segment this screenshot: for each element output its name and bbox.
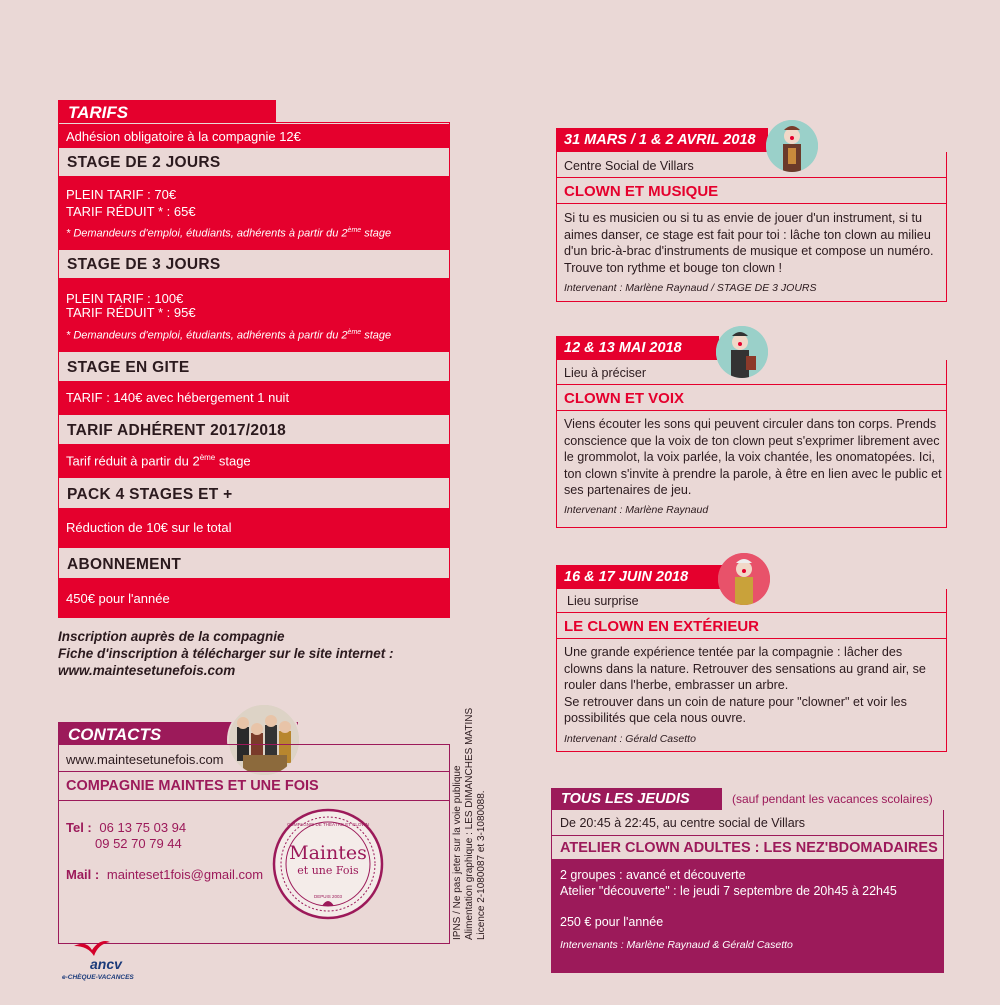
event-date: 31 MARS / 1 & 2 AVRIL 2018: [564, 132, 756, 148]
contacts-divider: [58, 771, 450, 772]
company-name: COMPAGNIE MAINTES ET UNE FOIS: [66, 778, 319, 794]
logo-title: Maintes: [289, 842, 367, 864]
email-link[interactable]: mainteset1fois@gmail.com: [106, 867, 264, 882]
adherent-text-sup: ème: [199, 453, 216, 462]
legal-notice: [452, 700, 488, 940]
phone-block: [66, 820, 186, 836]
mail-block: [66, 867, 263, 882]
clown-photo: [766, 120, 818, 172]
event-description: Viens écouter les sons qui peuvent circuler dans ton corps. Prends conscience que la voix de ton clown peut s'exprimer librement avec le grommolot, la voix parlée, la voix chantée, les onomatopées. Ici, ton clown s'invite à prendre la parole, à être en lien avec le public et ses partenaires de jeu.: [564, 417, 942, 497]
tel-label: Tel :: [66, 820, 92, 835]
phone-2[interactable]: 09 52 70 79 44: [95, 836, 182, 851]
company-logo: [272, 808, 384, 920]
stage3-note-text: * Demandeurs d'emploi, étudiants, adhérents à partir du 2: [66, 329, 348, 342]
stage2-note: [66, 227, 391, 240]
clown-photo: [716, 326, 768, 378]
event-description: Si tu es musicien ou si tu as envie de jouer d'un instrument, si tu aimes danser, ce stage est fait pour toi : lâche ton clown au milieu d'un bric-à-brac d'instruments de musique et compose un numéro. Trouve ton rythme et bouge ton clown !: [564, 211, 934, 275]
stage2-plein: PLEIN TARIF : 70€: [66, 187, 177, 202]
legal-line1: IPNS / Ne pas jeter sur la voie publique: [452, 765, 463, 940]
jeudis-details: [551, 860, 944, 973]
event-date-tab: [556, 565, 724, 589]
pack-block: [58, 508, 450, 548]
event-description: [564, 644, 944, 727]
event-description-p2: Se retrouver dans un coin de nature pour "clowner" et voir les possibilités que cela nous ouvre.: [564, 694, 907, 725]
adherent-heading: TARIF ADHÉRENT 2017/2018: [67, 422, 287, 439]
gite-block: [58, 381, 450, 415]
event-title: CLOWN ET VOIX: [564, 390, 684, 407]
ancv-logo: [62, 938, 132, 988]
event-date-tab: [556, 128, 768, 152]
pack-text: Réduction de 10€ sur le total: [66, 520, 232, 535]
phone-1[interactable]: 06 13 75 03 94: [99, 820, 187, 835]
stage2-note-end: stage: [361, 227, 392, 240]
event-divider-2: [556, 203, 947, 204]
stage2-reduit: TARIF RÉDUIT * : 65€: [66, 204, 196, 219]
jeudis-groups: 2 groupes : avancé et découverte: [560, 868, 746, 882]
event-divider: [556, 384, 947, 385]
adhesion-text: Adhésion obligatoire à la compagnie 12€: [66, 129, 301, 144]
ancv-subtitle: e-CHÈQUE-VACANCES: [62, 974, 134, 981]
abonnement-text: 450€ pour l'année: [66, 591, 170, 606]
legal-line3: Licence 2-1080087 et 3-1080088.: [476, 790, 487, 940]
stage3-heading: STAGE DE 3 JOURS: [67, 256, 221, 273]
abonnement-heading: ABONNEMENT: [67, 556, 182, 573]
stage2-block: [58, 176, 450, 250]
event-title: LE CLOWN EN EXTÉRIEUR: [564, 618, 760, 635]
jeudis-tab-label: TOUS LES JEUDIS: [561, 791, 690, 807]
logo-subtitle: et une Fois: [297, 864, 359, 877]
event-place: Centre Social de Villars: [564, 159, 694, 173]
event-intervenant: Intervenant : Marlène Raynaud / STAGE DE 3 JOURS: [564, 282, 817, 294]
stage2-note-sup: ème: [347, 227, 362, 234]
stage2-heading: STAGE DE 2 JOURS: [67, 154, 221, 171]
legal-line2: Alimentation graphique : LES DIMANCHES MATINS: [464, 707, 475, 940]
adherent-text-main: Tarif réduit à partir du 2: [66, 453, 200, 469]
event-divider: [556, 177, 947, 178]
contacts-tab-label: CONTACTS: [68, 725, 162, 744]
contacts-website[interactable]: www.maintesetunefois.com: [66, 752, 224, 767]
event-date: 16 & 17 JUIN 2018: [564, 569, 689, 585]
event-description-p1: Une grande expérience tentée par la compagnie : lâcher des clowns dans la nature. Retrouver des sensations au grand air, se rouler dans l'herbe, embrasser un arbre.: [564, 645, 926, 692]
stage3-note: [66, 329, 391, 342]
logo-date: DEPUIS 2003: [313, 894, 342, 899]
gite-heading: STAGE EN GITE: [67, 359, 190, 376]
inscription-line1: Inscription auprès de la compagnie: [58, 629, 285, 644]
event-divider-2: [556, 638, 947, 639]
tarifs-tab-label: TARIFS: [68, 103, 129, 122]
abonnement-block: [58, 578, 450, 618]
event-intervenant: Intervenant : Marlène Raynaud: [564, 504, 709, 516]
jeudis-tab: [551, 788, 722, 810]
adherent-text-end: stage: [215, 453, 251, 469]
stage3-reduit: TARIF RÉDUIT * : 95€: [66, 305, 196, 320]
adherent-block: [58, 444, 450, 478]
inscription-line2: Fiche d'inscription à télécharger sur le site internet :: [58, 646, 394, 661]
gite-text: TARIF : 140€ avec hébergement 1 nuit: [66, 390, 290, 405]
jeudis-price: 250 € pour l'année: [560, 915, 664, 929]
event-date-tab: [556, 336, 719, 360]
stage3-plein: PLEIN TARIF : 100€: [66, 291, 184, 306]
clown-photo: [718, 553, 770, 605]
jeudis-intervenants: Intervenants : Marlène Raynaud & Gérald Casetto: [560, 939, 793, 951]
event-title: CLOWN ET MUSIQUE: [564, 183, 719, 200]
event-intervenant: Intervenant : Gérald Casetto: [564, 733, 696, 745]
jeudis-aside: (sauf pendant les vacances scolaires): [732, 792, 933, 806]
event-divider-2: [556, 410, 947, 411]
event-divider: [556, 612, 947, 613]
event-date: 12 & 13 MAI 2018: [564, 340, 682, 356]
stage3-note-sup: ème: [347, 329, 362, 336]
pack-heading: PACK 4 STAGES ET +: [67, 486, 233, 503]
stage2-note-text: * Demandeurs d'emploi, étudiants, adhérents à partir du 2: [66, 227, 348, 240]
jeudis-decouverte: Atelier "découverte" : le jeudi 7 septembre de 20h45 à 22h45: [560, 884, 897, 898]
stage3-note-end: stage: [361, 329, 392, 342]
event-place: Lieu surprise: [567, 594, 639, 608]
tarifs-tab: [58, 100, 276, 122]
event-place: Lieu à préciser: [564, 366, 646, 380]
ancv-brand: ancv: [90, 956, 122, 972]
mail-label: Mail :: [66, 867, 100, 882]
logo-ring-text: COMPAGNIE DE THÉÂTRE ET CLOWN: [287, 822, 369, 827]
adherent-text: [66, 453, 251, 468]
adhesion-bar: [58, 124, 450, 148]
jeudis-when: De 20:45 à 22:45, au centre social de Villars: [560, 816, 806, 830]
inscription-website[interactable]: www.maintesetunefois.com: [58, 663, 236, 678]
inscription-block: [58, 628, 394, 679]
jeudis-title: ATELIER CLOWN ADULTES : LES NEZ'BDOMADAIRES: [560, 840, 938, 856]
contacts-divider-2: [58, 800, 450, 801]
stage3-block: [58, 278, 450, 352]
